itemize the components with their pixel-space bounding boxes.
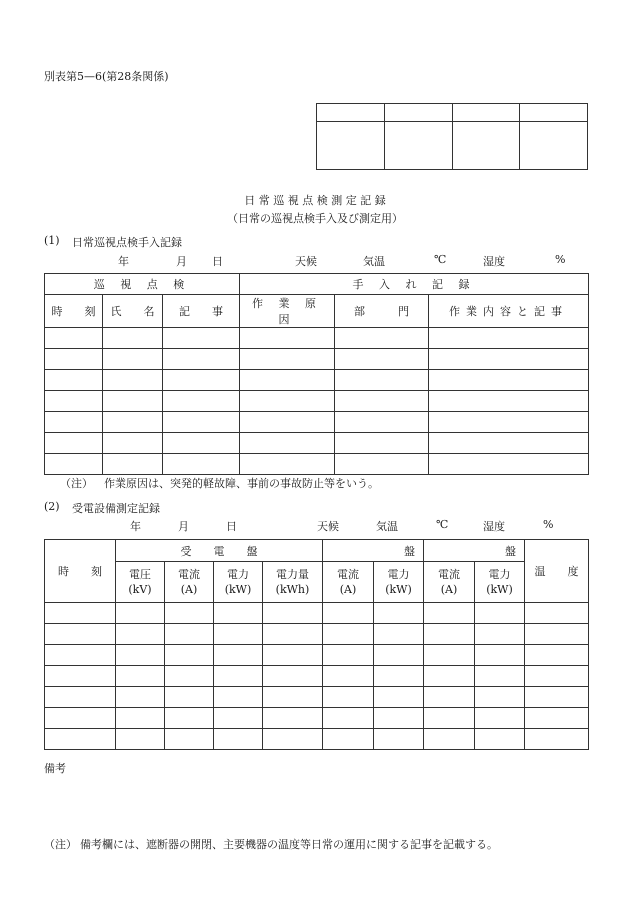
table-cell[interactable] xyxy=(429,391,589,412)
table-cell[interactable] xyxy=(374,687,424,708)
s1-month-label: 月 xyxy=(176,255,187,268)
table-cell[interactable] xyxy=(429,328,589,349)
table-cell[interactable] xyxy=(45,412,103,433)
current-label: 電流 xyxy=(178,568,200,581)
table-cell[interactable] xyxy=(475,603,525,624)
table-row xyxy=(45,328,589,349)
table-cell[interactable] xyxy=(323,624,374,645)
care-record-group-header: 手 入 れ 記 録 xyxy=(240,274,589,295)
table-cell[interactable] xyxy=(429,349,589,370)
table-cell[interactable] xyxy=(116,645,165,666)
table-cell[interactable] xyxy=(424,687,475,708)
table-cell[interactable] xyxy=(475,729,525,750)
s2-month-label: 月 xyxy=(178,520,189,533)
table-cell[interactable] xyxy=(374,729,424,750)
table-row xyxy=(45,412,589,433)
s1-year-label: 年 xyxy=(118,255,129,268)
col-work-content-header: 作業内容と記事 xyxy=(429,295,589,328)
s1-percent-label: % xyxy=(555,253,566,266)
power-label: 電力 xyxy=(488,568,511,581)
table-cell[interactable] xyxy=(323,687,374,708)
table-cell[interactable] xyxy=(116,666,165,687)
stamp-cell[interactable] xyxy=(452,122,520,170)
inspection-record-table xyxy=(44,273,589,475)
current-header xyxy=(165,562,214,603)
table-cell[interactable] xyxy=(163,391,240,412)
table-cell[interactable] xyxy=(424,708,475,729)
table-row xyxy=(45,349,589,370)
table-cell[interactable] xyxy=(240,370,335,391)
table-cell[interactable] xyxy=(165,687,214,708)
table-row xyxy=(45,729,589,750)
col-record-header: 記 事 xyxy=(163,295,240,328)
table-cell[interactable] xyxy=(163,412,240,433)
table-cell[interactable] xyxy=(103,454,163,475)
table-cell[interactable] xyxy=(45,603,116,624)
table-cell[interactable] xyxy=(424,729,475,750)
current-unit: (A) xyxy=(339,583,357,596)
section1-heading: 日常巡視点検手入記録 xyxy=(72,236,182,249)
receiving-panel-header: 受 電 盤 xyxy=(116,540,323,562)
col-temperature-header: 温 度 xyxy=(525,540,589,603)
table-cell[interactable] xyxy=(525,603,589,624)
table-cell[interactable] xyxy=(103,370,163,391)
table-cell[interactable] xyxy=(45,454,103,475)
energy-header xyxy=(263,562,323,603)
table-cell[interactable] xyxy=(214,645,263,666)
s1-day-label: 日 xyxy=(212,255,223,268)
table-cell[interactable] xyxy=(429,412,589,433)
s2-celsius-label: ℃ xyxy=(436,518,449,531)
stamp-cell[interactable] xyxy=(520,122,588,170)
table-cell[interactable] xyxy=(163,370,240,391)
table-cell[interactable] xyxy=(374,645,424,666)
table-cell[interactable] xyxy=(165,645,214,666)
table-cell[interactable] xyxy=(165,708,214,729)
table-cell[interactable] xyxy=(116,603,165,624)
col-time-header: 時 刻 xyxy=(45,295,103,328)
table-cell[interactable] xyxy=(374,666,424,687)
page-subtitle: （日常の巡視点検手入及び測定用） xyxy=(227,212,403,225)
current-label: 電流 xyxy=(337,568,359,581)
energy-unit: (kWh) xyxy=(275,583,310,596)
s2-temperature-label: 気温 xyxy=(376,520,398,533)
footer-note: 備考欄には、遮断器の開閉、主要機器の温度等日常の運用に関する記事を記載する。 xyxy=(80,838,498,851)
table-cell[interactable] xyxy=(116,729,165,750)
table-cell[interactable] xyxy=(525,729,589,750)
table-cell[interactable] xyxy=(429,370,589,391)
panel-c-current-header xyxy=(424,562,475,603)
table-cell[interactable] xyxy=(374,624,424,645)
table-cell[interactable] xyxy=(45,687,116,708)
table-cell[interactable] xyxy=(424,666,475,687)
s1-weather-label: 天候 xyxy=(295,255,317,268)
table-cell[interactable] xyxy=(335,391,429,412)
table-cell[interactable] xyxy=(240,328,335,349)
table-cell[interactable] xyxy=(335,454,429,475)
panel-c-header: 盤 xyxy=(424,540,525,562)
table-cell[interactable] xyxy=(525,624,589,645)
col-department-header: 部 門 xyxy=(335,295,429,328)
table-cell[interactable] xyxy=(335,349,429,370)
table-cell[interactable] xyxy=(240,412,335,433)
panel-b-power-header xyxy=(374,562,424,603)
inspection-group-header: 巡 視 点 検 xyxy=(45,274,240,295)
table-row xyxy=(45,433,589,454)
table-cell[interactable] xyxy=(45,328,103,349)
table-cell[interactable] xyxy=(214,666,263,687)
table-cell[interactable] xyxy=(240,349,335,370)
table-cell[interactable] xyxy=(163,349,240,370)
power-unit: (kW) xyxy=(385,583,412,596)
table-cell[interactable] xyxy=(263,729,323,750)
remarks-label: 備考 xyxy=(44,762,66,775)
col-time-header: 時 刻 xyxy=(45,540,116,603)
table-cell[interactable] xyxy=(165,603,214,624)
power-measurement-table xyxy=(44,539,589,750)
table-cell[interactable] xyxy=(374,708,424,729)
table-cell[interactable] xyxy=(525,645,589,666)
table-cell[interactable] xyxy=(475,624,525,645)
power-header xyxy=(214,562,263,603)
table-cell[interactable] xyxy=(163,433,240,454)
voltage-header xyxy=(116,562,165,603)
power-label: 電力 xyxy=(227,568,249,581)
current-unit: (A) xyxy=(180,583,198,596)
section2-heading: 受電設備測定記録 xyxy=(72,502,160,515)
table-cell[interactable] xyxy=(323,645,374,666)
section2-number: (2) xyxy=(44,500,60,513)
voltage-unit: (kV) xyxy=(128,583,152,596)
table-row xyxy=(45,666,589,687)
table-cell[interactable] xyxy=(240,433,335,454)
power-unit: (kW) xyxy=(486,583,513,596)
table-cell[interactable] xyxy=(45,433,103,454)
table-row xyxy=(45,370,589,391)
table-cell[interactable] xyxy=(116,624,165,645)
table-cell[interactable] xyxy=(525,666,589,687)
table-cell[interactable] xyxy=(45,666,116,687)
table-row xyxy=(45,391,589,412)
table-cell[interactable] xyxy=(103,391,163,412)
table-cell[interactable] xyxy=(214,603,263,624)
s2-day-label: 日 xyxy=(226,520,237,533)
table-cell[interactable] xyxy=(323,603,374,624)
table-cell[interactable] xyxy=(525,708,589,729)
s2-year-label: 年 xyxy=(130,520,141,533)
s1-humidity-label: 湿度 xyxy=(483,255,505,268)
table-cell[interactable] xyxy=(424,645,475,666)
stamp-cell[interactable] xyxy=(317,122,385,170)
table-cell[interactable] xyxy=(424,624,475,645)
table-cell[interactable] xyxy=(525,687,589,708)
table-row xyxy=(45,687,589,708)
table-row xyxy=(45,454,589,475)
panel-b-current-header xyxy=(323,562,374,603)
energy-label: 電力量 xyxy=(276,568,309,581)
table-row xyxy=(45,708,589,729)
table-cell[interactable] xyxy=(165,729,214,750)
current-unit: (A) xyxy=(440,583,458,596)
table-cell[interactable] xyxy=(429,454,589,475)
table-cell[interactable] xyxy=(429,433,589,454)
table-cell[interactable] xyxy=(335,328,429,349)
table-cell[interactable] xyxy=(163,328,240,349)
table-cell[interactable] xyxy=(45,645,116,666)
s2-humidity-label: 湿度 xyxy=(483,520,505,533)
table-cell[interactable] xyxy=(335,412,429,433)
table-cell[interactable] xyxy=(45,708,116,729)
table-row xyxy=(45,645,589,666)
stamp-header-cell[interactable] xyxy=(317,104,385,122)
table-cell[interactable] xyxy=(335,370,429,391)
table-cell[interactable] xyxy=(335,433,429,454)
table-cell[interactable] xyxy=(45,349,103,370)
stamp-cell[interactable] xyxy=(384,122,452,170)
table-cell[interactable] xyxy=(263,687,323,708)
table-cell[interactable] xyxy=(116,687,165,708)
table-cell[interactable] xyxy=(475,645,525,666)
table-cell[interactable] xyxy=(323,729,374,750)
table-cell[interactable] xyxy=(240,391,335,412)
table-cell[interactable] xyxy=(103,433,163,454)
table-cell[interactable] xyxy=(263,708,323,729)
footer-note-label: （注） xyxy=(44,838,77,851)
table-cell[interactable] xyxy=(214,708,263,729)
table-cell[interactable] xyxy=(263,666,323,687)
panel-b-header: 盤 xyxy=(323,540,424,562)
table-cell[interactable] xyxy=(424,603,475,624)
table-cell[interactable] xyxy=(374,603,424,624)
table-cell[interactable] xyxy=(45,370,103,391)
table-cell[interactable] xyxy=(475,666,525,687)
table-cell[interactable] xyxy=(103,412,163,433)
table-cell[interactable] xyxy=(214,687,263,708)
table-row xyxy=(45,624,589,645)
table-cell[interactable] xyxy=(323,666,374,687)
table-cell[interactable] xyxy=(103,328,163,349)
s2-weather-label: 天候 xyxy=(317,520,339,533)
table-row xyxy=(45,603,589,624)
s2-percent-label: % xyxy=(543,518,554,531)
table-cell[interactable] xyxy=(263,624,323,645)
power-unit: (kW) xyxy=(224,583,252,596)
col-name-header: 氏 名 xyxy=(103,295,163,328)
table-cell[interactable] xyxy=(240,454,335,475)
table-cell[interactable] xyxy=(163,454,240,475)
approval-stamp-table xyxy=(316,103,588,170)
table-cell[interactable] xyxy=(263,603,323,624)
table-cell[interactable] xyxy=(165,624,214,645)
table-cell[interactable] xyxy=(323,708,374,729)
col-work-cause-header: 作 業 原 因 xyxy=(240,295,335,328)
table-cell[interactable] xyxy=(45,391,103,412)
current-label: 電流 xyxy=(438,568,460,581)
s1-temperature-label: 気温 xyxy=(363,255,385,268)
table-cell[interactable] xyxy=(263,645,323,666)
stamp-header-cell[interactable] xyxy=(384,104,452,122)
table-cell[interactable] xyxy=(45,729,116,750)
power-label: 電力 xyxy=(387,568,410,581)
table-cell[interactable] xyxy=(103,349,163,370)
table-cell[interactable] xyxy=(165,666,214,687)
section1-note: 作業原因は、突発的軽故障、事前の事故防止等をいう。 xyxy=(104,477,379,490)
table-cell[interactable] xyxy=(475,687,525,708)
table-cell[interactable] xyxy=(475,708,525,729)
section1-number: (1) xyxy=(44,234,60,247)
voltage-label: 電圧 xyxy=(129,568,151,581)
stamp-header-cell[interactable] xyxy=(452,104,520,122)
page-title: 日 常 巡 視 点 検 測 定 記 録 xyxy=(244,194,386,207)
table-cell[interactable] xyxy=(214,729,263,750)
table-cell[interactable] xyxy=(116,708,165,729)
stamp-header-cell[interactable] xyxy=(520,104,588,122)
table-cell[interactable] xyxy=(214,624,263,645)
section1-note-label: （注） xyxy=(60,477,93,490)
panel-c-power-header xyxy=(475,562,525,603)
document-reference: 別表第5—6(第28条関係) xyxy=(44,70,169,83)
table-cell[interactable] xyxy=(45,624,116,645)
s1-celsius-label: ℃ xyxy=(434,253,447,266)
